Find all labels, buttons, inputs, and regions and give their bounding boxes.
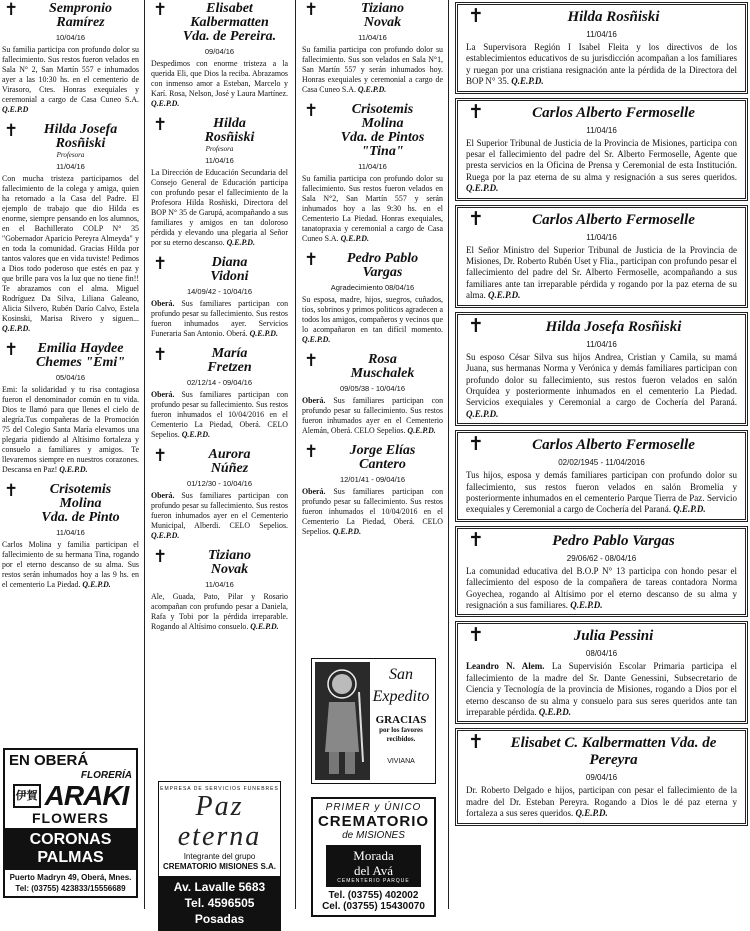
- qepd-text: Q.E.P.D.: [151, 531, 180, 540]
- ad-location: EN OBERÁ: [9, 752, 89, 769]
- obituary-name: [2, 121, 139, 151]
- obituary-lead: Leandro N. Alem.: [466, 661, 552, 672]
- obituary-name: [2, 481, 139, 525]
- obituary-date: 09/04/16: [204, 47, 235, 56]
- obituary-name: [151, 446, 288, 476]
- qepd-text: Q.E.P.D.: [151, 99, 180, 108]
- name-line: Hilda: [213, 116, 246, 131]
- cross-icon: ✝: [468, 100, 484, 123]
- name-line: Carlos Alberto Fermoselle: [532, 104, 695, 121]
- obituary-text: Su esposa, madre, hijos, suegros, cuñados, tíos, sobrinos y primos politicos agradecen a todos los amigos, compañeros y vecinos que lo acompañaron en tan difícil momento. Q.E.P.D.: [302, 295, 443, 344]
- obituary-notice: [2, 481, 139, 590]
- obituary-name: [466, 435, 737, 454]
- obituary-notice: [302, 250, 443, 345]
- cross-icon: ✝: [304, 442, 319, 462]
- name-line: Pedro Pablo Vargas: [552, 532, 675, 549]
- crem-tagline: PRIMER y ÚNICO: [325, 802, 422, 813]
- obituary-text: Su familia participa con profundo dolor su fallecimiento. Sus son velados en Sala N°1, San Martín 557 y serán inhumados hoy. Honras exequiales y ceremonial a cargo de Casa Cuneo S.A. Q.E.P.D.: [302, 45, 443, 94]
- obituary-name: [151, 345, 288, 375]
- obituary-notice: [151, 345, 288, 440]
- obituary-date: 11/04/16: [358, 162, 387, 171]
- crem-brand-line2: del Avá: [353, 863, 394, 878]
- cross-icon: ✝: [4, 0, 19, 20]
- name-line: Emilia Haydee: [37, 341, 124, 356]
- name-line: Hilda Josefa: [43, 122, 118, 137]
- cross-icon: ✝: [153, 345, 168, 365]
- obituary-name: [466, 733, 737, 769]
- araki-products: [5, 828, 136, 870]
- cross-icon: ✝: [304, 250, 319, 270]
- obituary-text: Oberá. Sus familiares participan con profundo pesar su fallecimiento. Sus restos fueron inhumados ayer en el Cementerio Municipal, Alberdi. CELO Sepelios. Q.E.P.D.: [151, 491, 289, 540]
- qepd-text: Q.E.P.D.: [181, 430, 211, 439]
- obituary-date: 02/12/14 - 09/04/16: [186, 378, 253, 387]
- qepd-text: Q.E.P.D.: [673, 504, 706, 515]
- obituary-date: 14/09/42 - 10/04/16: [186, 287, 253, 296]
- obituary-name: [466, 314, 737, 337]
- paz-logo-line1: Paz: [195, 791, 244, 822]
- obituary-date: 11/04/16: [205, 156, 234, 165]
- ad-florist-label: FLORERÍA: [80, 770, 132, 781]
- obituary-name: [302, 351, 443, 381]
- cross-icon: ✝: [304, 0, 319, 20]
- obituary-date: 11/04/16: [56, 162, 85, 171]
- qepd-text: Q.E.P.D.: [511, 76, 544, 87]
- obituary-date: 11/04/16: [358, 33, 387, 42]
- obituary-notice: [2, 0, 139, 115]
- name-line: Vda. de Pinto: [41, 510, 120, 525]
- obituary-notice: [2, 121, 139, 334]
- qepd-text: Q.E.P.D.: [332, 527, 362, 536]
- crem-brand-sub: CEMENTERIO PARQUE: [337, 878, 410, 884]
- obituary-notice: [457, 207, 746, 306]
- obituary-notice: [302, 0, 443, 95]
- obituary-text: Oberá. Sus familiares participan con profundo pesar su fallecimiento. Sus restos fueron inhumados ayer. Servicios Funeraria San Antonio. Oberá. Q.E.P.D.: [151, 299, 289, 338]
- paz-phone: Tel. 4596505 Posadas: [184, 896, 255, 926]
- qepd-text: Q.E.P.D.: [570, 599, 603, 610]
- name-line: Vda. de Pintos "Tina": [340, 130, 425, 159]
- name-line: Pedro Pablo: [346, 251, 419, 266]
- name-line: Núñez: [210, 461, 249, 476]
- name-line: Rosñiski: [204, 130, 255, 145]
- crematorio-ad: [311, 797, 436, 917]
- obituary-subtitle: Profesora: [56, 151, 85, 159]
- qepd-text: Q.E.P.D.: [340, 234, 369, 243]
- obituary-name: [151, 547, 288, 577]
- obituary-name: [466, 626, 737, 645]
- obituary-text: Dr. Roberto Delgado e hijos, participan con pesar el fallecimiento de la madre del Dr. Esteban Pereyra. Rogando a Dios le dé paz eterna y fortaleza a sus seres queridos. Q.E.P.D.: [466, 785, 737, 819]
- obituary-name: [466, 7, 737, 26]
- qepd-text: Q.E.P.D.: [226, 238, 255, 247]
- cross-icon: ✝: [304, 351, 319, 371]
- obituary-text: Emi: la solidaridad y tu risa contagiosa fueron el denominador común en tu vida. Dios te llamó para que llenes el cielo de alegría.Tus compañeras de la Promoción 75 del Colegio Santa María elevamos una plegaria pidiendo al Altísimo fortaleza y consuelo a familiares y amigos. Te llevaremos siempre en nuestros corazones. Descansa en Paz! Q.E.P.D.: [2, 385, 139, 474]
- cross-icon: ✝: [468, 314, 484, 337]
- cross-icon: ✝: [468, 624, 484, 647]
- obituary-date: 11/04/16: [205, 580, 234, 589]
- obituary-text: Tus hijos, esposa y demás familiares participan con profundo dolor su fallecimiento, sus restos fueron velados en salón Bromelia y posteriormente inhumados en el cementerio Parque Tierra de Paz. Servicio exequiales y Ceremonial a cargo de Cochería del Paraná. Q.E.P.D.: [466, 470, 737, 515]
- paz-contact: [159, 876, 280, 930]
- name-line: Julia Pessini: [573, 628, 654, 645]
- obituary-name: [302, 101, 443, 159]
- obituary-notice: [151, 446, 288, 541]
- name-line: María: [211, 346, 248, 361]
- obituary-lead: Oberá.: [151, 299, 182, 308]
- obituary-notice: [457, 4, 746, 92]
- obituary-name: [151, 254, 288, 284]
- qepd-text: Q.E.P.D.: [302, 335, 331, 344]
- name-line: Crisotemis: [49, 482, 112, 497]
- obituary-lead: Oberá.: [151, 390, 182, 399]
- obituary-text: La Supervisora Región I Isabel Fleita y los directivos de los establecimientos educativos de su jurisdicción acompañan a los familiares y ruegan por una cristiana resignación ante la pérdida de la Directora del BOP N° 35. Q.E.P.D.: [466, 42, 737, 87]
- obituary-date: 02/02/1945 - 11/04/2016: [558, 458, 645, 468]
- obituary-date: 11/04/16: [586, 232, 617, 242]
- obituary-text: Carlos Molina y familia participan el fallecimiento de su hermana Tina, rogando por el eterno descanso de su alma. Sus restos serán inhumados hoy a las 9 hs. en el cementerio La Piedad. Q.E.P.D.: [2, 540, 139, 589]
- obituary-date: 01/12/30 - 10/04/16: [186, 479, 253, 488]
- name-line: Tiziano: [360, 1, 405, 16]
- qepd-text: Q.E.P.D.: [357, 85, 387, 94]
- obituary-text: La comunidad educativa del B.O.P N° 13 participa con hondo pesar el fallecimiento del esposo de la compañera de tareas contadora Norma Goyechea, rogando al Altísimo por el eterno descanso de su alma y resignación a sus familiares. Q.E.P.D.: [466, 565, 737, 610]
- obituary-notice: [457, 432, 746, 520]
- qepd-text: Q.E.P.D.: [466, 183, 499, 194]
- name-line: Aurora: [208, 447, 251, 462]
- qepd-text: Q.E.P.D.: [575, 808, 608, 819]
- cross-icon: ✝: [468, 5, 484, 27]
- qepd-text: Q.E.P.D: [2, 105, 29, 114]
- obituary-notice: [151, 254, 288, 339]
- qepd-text: Q.E.P.D.: [466, 408, 499, 419]
- araki-flowers: FLOWERS: [32, 810, 109, 826]
- name-line: Jorge Elías: [349, 443, 416, 458]
- obituary-name: [466, 100, 737, 123]
- obituary-text: Oberá. Sus familiares participan con profundo pesar su fallecimiento. Sus restos fueron inhumados ayer en el Cementerio Alemán, Oberá. CELO Sepelios. Q.E.P.D.: [302, 396, 444, 435]
- obituary-date: 11/04/16: [586, 125, 617, 135]
- obituary-notice: [151, 0, 288, 109]
- name-line: Elisabet: [206, 1, 253, 16]
- paz-eterna-ad: [158, 781, 281, 931]
- obituary-lead: Oberá.: [302, 487, 334, 496]
- obituary-subtitle: Profesora: [205, 145, 234, 153]
- crem-brand-block: [326, 845, 421, 887]
- name-line: Novak: [210, 562, 249, 577]
- obituary-name: [2, 0, 139, 30]
- name-line: Diana: [211, 255, 248, 270]
- cross-icon: ✝: [468, 731, 484, 754]
- obituary-text: Su familia participa con profundo dolor su fallecimiento. Sus restos fueron velados en Sala N° 2, San Martín 557 e inhumados ayer a las 10:30 hs. en el cementerio de Virasoro, Ctes. Honras exequiales y ceremonial a cargo de Casa Cuneo S.A. Q.E.P.D: [2, 45, 139, 114]
- name-line: Cantero: [359, 457, 406, 472]
- column-4: [453, 0, 750, 909]
- name-line: Sempronio: [48, 1, 112, 16]
- paz-logo-line2: eterna: [177, 821, 262, 852]
- cross-icon: ✝: [304, 101, 319, 121]
- name-line: Carlos Alberto Fermoselle: [532, 437, 695, 454]
- name-line: Fretzen: [207, 360, 252, 375]
- column-3: [300, 0, 445, 912]
- obituary-date: 09/04/16: [585, 773, 618, 783]
- name-line: Kalbermatten: [190, 15, 269, 30]
- qepd-text: Q.E.P.D.: [250, 622, 279, 631]
- name-line: Tiziano: [207, 548, 252, 563]
- name-line: Elisabet C. Kalbermatten Vda. de Pereyra: [510, 735, 717, 769]
- qepd-text: Q.E.P.D.: [59, 465, 88, 474]
- cross-icon: ✝: [153, 547, 168, 567]
- obituary-date: 08/04/16: [585, 649, 618, 659]
- obituary-date: 11/04/16: [56, 528, 85, 537]
- favores-line1: por los favores: [379, 726, 423, 734]
- crem-brand-line1: Morada: [353, 848, 394, 863]
- araki-brand: ARAKI: [44, 780, 129, 811]
- obituary-text: Despedimos con enorme tristeza a la querida Eli, que Dios la reciba. Abrazamos con inmenso amor a Esteban, Marcelo y Karí. Rosa, Nelson, José y Laura Martínez. Q.E.P.D.: [151, 59, 288, 108]
- cross-icon: ✝: [468, 207, 484, 230]
- crem-phone: Tel. (03755) 402002: [328, 890, 419, 901]
- crem-cell: Cel. (03755) 15430070: [322, 901, 425, 912]
- name-line: Novak: [363, 15, 402, 30]
- paz-small-caption: EMPRESA DE SERVICIOS FUNEBRES: [160, 786, 279, 792]
- saint-image: [315, 662, 370, 780]
- obituary-text: El Superior Tribunal de Justicia de la Provincia de Misiones, participa con pesar el fallecimiento del padre del Sr. Alberto Fermoselle, Agente que presta servicios en la Oficina de Prensa y Ceremonial de esta Institución. Ruega por la paz eterna de su alma y resignación a sus seres queridos. Q.E.P.D.: [466, 137, 737, 194]
- name-line: Vda. de Pereira.: [182, 29, 277, 44]
- obituary-notice: [302, 351, 443, 436]
- obituary-notice: [457, 100, 746, 199]
- araki-contact: [5, 870, 136, 896]
- obituary-name: [302, 0, 443, 30]
- obituary-notice: [151, 115, 288, 248]
- name-line: Muschalek: [350, 366, 415, 381]
- product-coronas: CORONAS: [29, 831, 112, 848]
- qepd-text: Q.E.P.D.: [407, 426, 436, 435]
- name-line: Rosa: [368, 352, 397, 367]
- obituary-date: 09/05/38 - 10/04/16: [339, 384, 406, 393]
- obituary-date: 05/04/16: [55, 373, 86, 382]
- cross-icon: ✝: [153, 0, 168, 20]
- obituary-date: 10/04/16: [55, 33, 86, 42]
- gracias-label: GRACIAS: [375, 714, 427, 726]
- obituary-lead: Oberá.: [302, 396, 334, 405]
- san-expedito-ad: [311, 658, 436, 784]
- obituary-text: Leandro N. Alem. La Supervisión Escolar Primaria participa el fallecimiento de la madre del Sr. Dante Genessini, Subsecretario de Ciencia y Tecnología de la provincia de Misiones, rogando a Dios por el eterno descanso de su alma y consuelo para sus seres queridos ante tan irreparable pérdida. Q.E.P.D.: [466, 661, 737, 717]
- obituary-text: El Señor Ministro del Superior Tribunal de Justicia de la Provincia de Misiones, Dr. Roberto Rubén Uset y Flia., participan con profundo pesar el fallecimiento del padre del Sr. Alberto Fermoselle, acompañando a sus familiares ante tan irreparable pérdida y rogando por la paz eterna de su alma. Q.E.P.D.: [466, 244, 737, 301]
- obituary-name: [302, 250, 443, 280]
- signature-name: VIVIANA: [387, 758, 415, 765]
- obituary-lead: Oberá.: [151, 491, 182, 500]
- saint-expedito: Expedito: [372, 688, 430, 705]
- cross-icon: ✝: [153, 446, 168, 466]
- cross-icon: ✝: [153, 115, 168, 135]
- saint-text: [370, 662, 432, 780]
- obituary-name: [302, 442, 443, 472]
- obituary-text: Oberá. Sus familiares participan con profundo pesar su fallecimiento. Sus restos fueron inhumados el 10/04/2016 en el Cementerio La Piedad, Oberá. CELO Sepelios. Q.E.P.D.: [302, 487, 444, 536]
- name-line: Carlos Alberto Fermoselle: [532, 211, 695, 228]
- obituary-name: [151, 0, 288, 44]
- obituary-name: [151, 115, 288, 145]
- obituary-date: 12/01/41 - 09/04/16: [339, 475, 406, 484]
- name-line: Vargas: [362, 265, 403, 280]
- paz-group-name: CREMATORIO MISIONES S.A.: [162, 862, 277, 871]
- name-line: Molina: [59, 496, 102, 511]
- obituary-notice: [302, 442, 443, 537]
- name-line: Rosñiski: [55, 136, 106, 151]
- araki-phone: Tel: (03755) 423833/15556689: [15, 884, 126, 893]
- obituary-date: 29/06/62 - 08/04/16: [566, 553, 637, 563]
- cross-icon: ✝: [4, 121, 19, 141]
- cross-icon: ✝: [4, 481, 19, 501]
- name-line: Crisotemis: [351, 102, 414, 117]
- obituary-notice: [302, 101, 443, 244]
- obituary-notice: [457, 730, 746, 823]
- obituary-text: La Dirección de Educación Secundaria del Consejo General de Educación participa con profundo pesar el fallecimiento de la Profesora Hilda Rosñiski, Directora del BOP N° 35 de Garupá, acompañando a sus familiares y amigos en tan doloroso pérdida y elevando una plegaria al Señor por su eterno descanso. Q.E.P.D.: [151, 168, 288, 247]
- favores-line2: recibidos.: [386, 735, 416, 743]
- product-palmas: PALMAS: [37, 849, 104, 866]
- paz-address: Av. Lavalle 5683: [173, 880, 266, 894]
- column-1: [0, 0, 141, 909]
- name-line: Molina: [361, 116, 404, 131]
- obituary-text: Con mucha tristeza participamos del fallecimiento de la colega y amiga, quien ha retornado a la Casa del Padre. El ejemplo de trabajo que dio Hilda es enorme, siempre pensando en los alumnos, en el Bachillerato COLP N° 35 "Gobernador Aparicio Pereyra Almeyda" y en toda la comunidad. Gracias Hilda por tantos valores que en vida tuviste! Pedimos a Dios todo poderoso que estés en paz y que brille para vos la luz que no tiene fin!! Te abrazamos con el alma. Miguel Rodríguez Da Silva, Liliana Galeano, Alicia Silvero, Rubén Darío Calvo, Estela Kosinski, Marisa Rivero y siguen... Q.E.P.D.: [2, 174, 139, 333]
- qepd-text: Q.E.P.D.: [82, 580, 111, 589]
- obituary-date: 11/04/16: [586, 339, 617, 349]
- qepd-text: Q.E.P.D.: [538, 707, 572, 717]
- obituary-notice: [457, 314, 746, 424]
- cross-icon: ✝: [468, 528, 484, 551]
- cross-icon: ✝: [468, 433, 484, 456]
- obituary-notice: [151, 547, 288, 632]
- obituary-date: Agradecimiento 08/04/16: [330, 283, 415, 292]
- obituary-name: [466, 528, 737, 551]
- paz-group-label: Integrante del grupo: [183, 852, 256, 861]
- obituary-text: Oberá. Sus familiares participan con profundo pesar su fallecimiento. Sus restos fueron inhumados el 10/04/2016 en el Cementerio La Piedad, Oberá. CELO Sepelios. Q.E.P.D.: [151, 390, 289, 439]
- crem-title: CREMATORIO: [317, 813, 430, 830]
- qepd-text: Q.E.P.D.: [2, 324, 31, 333]
- qepd-text: Q.E.P.D.: [488, 290, 521, 301]
- name-line: Chemes "Emi": [35, 355, 126, 370]
- araki-emblem: 伊賀: [13, 784, 41, 808]
- column-2: [149, 0, 290, 926]
- obituary-notice: [2, 340, 139, 475]
- cross-icon: ✝: [4, 340, 19, 360]
- cross-icon: ✝: [153, 254, 168, 274]
- obituary-notice: [457, 623, 746, 722]
- qepd-text: Q.E.P.D.: [249, 329, 278, 338]
- obituary-text: Ale, Guada, Pato, Pilar y Rosario acompañan con profundo pesar a Daniela, Rafa y Tobi por la pérdida irreparable. Rogando al Altísimo consuelo. Q.E.P.D.: [151, 592, 288, 631]
- obituary-text: Su familia participa con profundo dolor su fallecimiento. Sus restos fueron velados en Sala N°2, San Martín 557 y serán inhumados hoy a las 9:30 hs. en el Cementerio La Piedad. Honras exequiales, tanatopraxia y ceremonial a cargo de Casa Cuneo S.A. Q.E.P.D.: [302, 174, 443, 243]
- paz-eterna-logo: [159, 792, 280, 852]
- crem-region: de MISIONES: [342, 830, 405, 841]
- araki-address: Puerto Madryn 49, Oberá, Mnes.: [9, 873, 132, 882]
- obituary-notice: [457, 528, 746, 616]
- name-line: Hilda Josefa Rosñiski: [545, 318, 682, 335]
- obituary-text: Su esposo César Silva sus hijos Andrea, Cristian y Camila, su mamá Juana, sus hermanas Norma y Verónica y demás familiares participan con profundo dolor su fallecimiento, sus restos fueron velados en salón Orquídea y posteriormente inhumados en el cementerio La Piedad. Servicios exequiales y Ceremonial a cargo de Cochería del Paraná. Q.E.P.D.: [466, 351, 737, 419]
- araki-logo: [5, 781, 136, 811]
- name-line: Hilda Rosñiski: [567, 9, 660, 25]
- obituary-name: [466, 207, 737, 230]
- obituary-date: 11/04/16: [586, 30, 617, 39]
- obituary-name: [2, 340, 139, 370]
- name-line: Vidoni: [210, 269, 249, 284]
- araki-florist-ad: [3, 748, 138, 898]
- name-line: Ramírez: [56, 15, 105, 30]
- saint-san: San: [389, 666, 413, 683]
